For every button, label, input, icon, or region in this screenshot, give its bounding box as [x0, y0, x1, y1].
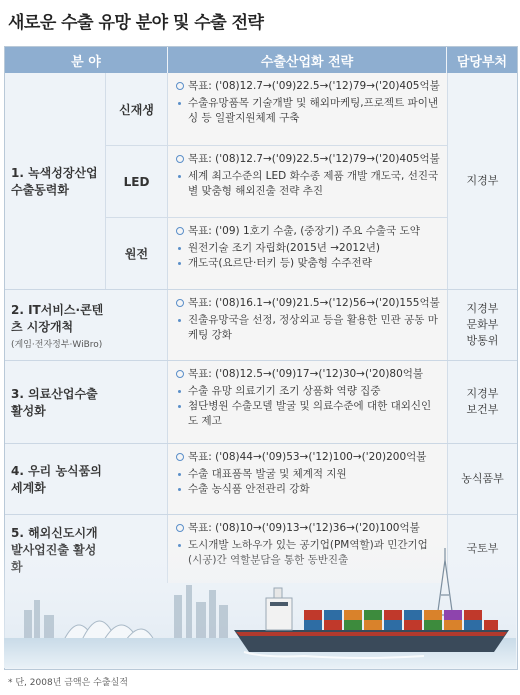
- dept-section-3: 지경부 보건부: [447, 361, 517, 443]
- list-item: [176, 224, 441, 241]
- section-1-title: 1. 녹색성장산업 수출동력화: [11, 166, 98, 197]
- ring-bullet-icon: [176, 370, 184, 378]
- harbor-scene-image: [4, 540, 516, 668]
- header-field: 분 야: [5, 47, 167, 73]
- list-item: [176, 296, 441, 313]
- dot-bullet-icon: [178, 488, 181, 491]
- footnote: * 단, 2008년 금액은 수출실적: [8, 678, 128, 688]
- strategy-it-services: [167, 290, 447, 360]
- strategy-text: 첨단병원 수출모델 발굴 및 의료수준에 대한 대외신인도 제고: [188, 400, 432, 427]
- list-item: [176, 384, 441, 399]
- list-item: [176, 367, 441, 384]
- strategy-text: 수출 유망 의료기기 조기 상품화 역량 집중: [188, 385, 381, 397]
- strategy-text: 원전기술 조기 자립화(2015년 →2012년): [188, 242, 381, 254]
- section-3-title: 3. 의료산업수출활성화: [11, 387, 98, 418]
- ring-bullet-icon: [176, 299, 184, 307]
- page-title: 새로운 수출 유망 분야 및 수출 전략: [8, 13, 264, 33]
- list-item: [176, 313, 441, 343]
- target-text: 목표: ('08)12.7→('09)22.5→('12)79→('20)405억불: [188, 80, 440, 92]
- section-2-title: 2. IT서비스·콘텐츠 시장개척: [11, 302, 104, 334]
- list-item: [176, 521, 441, 538]
- strategy-text: 수출유망품목 기술개발 및 해외마케팅,프로젝트 파이낸싱 등 일괄지원체제 구축: [188, 97, 438, 124]
- target-text: 목표: ('08)16.1→('09)21.5→('12)56→('20)155억불: [188, 297, 440, 309]
- list-item: [176, 169, 441, 199]
- strategy-text: 수출 대표품목 발굴 및 체계적 지원: [188, 468, 347, 480]
- target-text: 목표: ('08)44→('09)53→('12)100→('20)200억불: [188, 451, 427, 463]
- dot-bullet-icon: [178, 247, 181, 250]
- ring-bullet-icon: [176, 155, 184, 163]
- dept-section-1: 지경부: [447, 73, 517, 289]
- subcat-renewable: 신재생: [105, 73, 167, 145]
- section-2-name: [5, 290, 105, 360]
- cargo-ship-illustration: [4, 540, 516, 668]
- section-1-name: [5, 73, 105, 289]
- list-item: [176, 399, 441, 429]
- strategy-nuclear: [167, 217, 447, 289]
- dot-bullet-icon: [178, 319, 181, 322]
- strategy-medical: [167, 361, 447, 443]
- list-item: [176, 256, 441, 271]
- list-item: [176, 467, 441, 482]
- section-4-title: 4. 우리 농식품의 세계화: [11, 464, 102, 495]
- dot-bullet-icon: [178, 405, 181, 408]
- ring-bullet-icon: [176, 524, 184, 532]
- list-item: [176, 79, 441, 96]
- strategy-renewable: [167, 73, 447, 145]
- subcat-led: LED: [105, 145, 167, 217]
- strategy-text: 수출 농식품 안전관리 강화: [188, 483, 310, 495]
- dot-bullet-icon: [178, 102, 181, 105]
- list-item: [176, 241, 441, 256]
- dot-bullet-icon: [178, 262, 181, 265]
- section-3-name: [5, 361, 105, 443]
- section-2-subtitle: (게임·전자정부·WiBro): [11, 339, 103, 350]
- section-5-title: 5. 해외신도시개: [11, 525, 98, 540]
- dot-bullet-icon: [178, 473, 181, 476]
- dept-section-4: 농식품부: [447, 444, 517, 514]
- ring-bullet-icon: [176, 453, 184, 461]
- dot-bullet-icon: [178, 390, 181, 393]
- ring-bullet-icon: [176, 227, 184, 235]
- strategy-text: 세계 최고수준의 LED 화수종 제품 개발 개도국, 선진국별 맞춤형 해외진출 전략 추진: [188, 170, 439, 197]
- target-text: 목표: ('08)12.7→('09)22.5→('12)79→('20)405억불: [188, 153, 440, 165]
- strategy-text: 진출유망국을 선정, 정상외교 등을 활용한 민관 공동 마케팅 강화: [188, 314, 438, 341]
- header-dept: 담당부처: [447, 47, 517, 73]
- header-strategy: 수출산업화 전략: [168, 47, 446, 73]
- list-item: [176, 96, 441, 126]
- strategy-text: 개도국(요르단·터키 등) 맞춤형 수주전략: [188, 257, 372, 269]
- strategy-agrifood: [167, 444, 447, 514]
- strategy-led: [167, 145, 447, 217]
- target-text: 목표: ('08)10→('09)13→('12)36→('20)100억불: [188, 522, 420, 534]
- list-item: [176, 482, 441, 497]
- list-item: [176, 152, 441, 169]
- target-text: 목표: ('08)12.5→('09)17→('12)30→('20)80억불: [188, 368, 424, 380]
- list-item: [176, 450, 441, 467]
- dot-bullet-icon: [178, 175, 181, 178]
- subcat-nuclear: 원전: [105, 217, 167, 289]
- target-text: 목표: ('09) 1호기 수출, (중장기) 주요 수출국 도약: [188, 225, 420, 237]
- dept-section-2: 지경부 문화부 방통위: [447, 290, 517, 360]
- section-4-name: [5, 444, 105, 514]
- ring-bullet-icon: [176, 82, 184, 90]
